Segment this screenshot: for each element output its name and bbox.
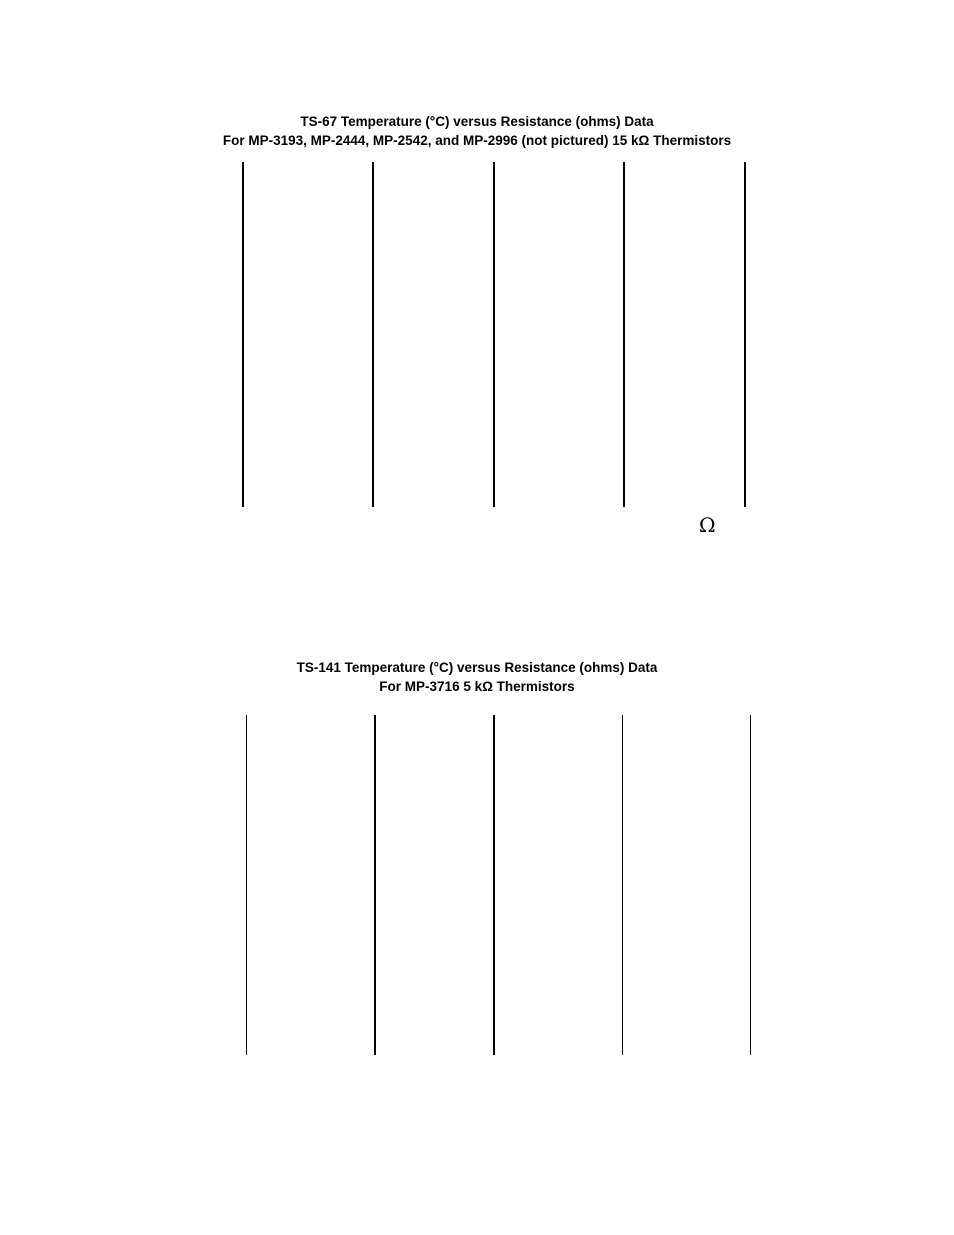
table1-title [0, 112, 954, 150]
table1-column-rule [372, 162, 374, 507]
table2-column-rule [374, 715, 376, 1055]
table2-column-rule [750, 715, 751, 1055]
table2-title [0, 658, 954, 696]
table1-column-rule [744, 162, 746, 507]
table2-title-line1: TS-141 Temperature (°C) versus Resistance (ohms) Data [296, 660, 658, 675]
table1-title-line1: TS-67 Temperature (°C) versus Resistance (ohms) Data [300, 114, 654, 129]
ohm-symbol: Ω [699, 513, 716, 537]
table1-column-rule [493, 162, 495, 507]
table2-column-rule [622, 715, 623, 1055]
table1-title-line2: For MP-3193, MP-2444, MP-2542, and MP-2996 (not pictured) 15 kΩ Thermistors [222, 133, 732, 148]
table2-title-line2: For MP-3716 5 kΩ Thermistors [379, 679, 575, 694]
table1-column-rule [623, 162, 625, 507]
table1-column-rule [242, 162, 244, 507]
table2-column-rule [246, 715, 247, 1055]
table2-column-rule [493, 715, 495, 1055]
